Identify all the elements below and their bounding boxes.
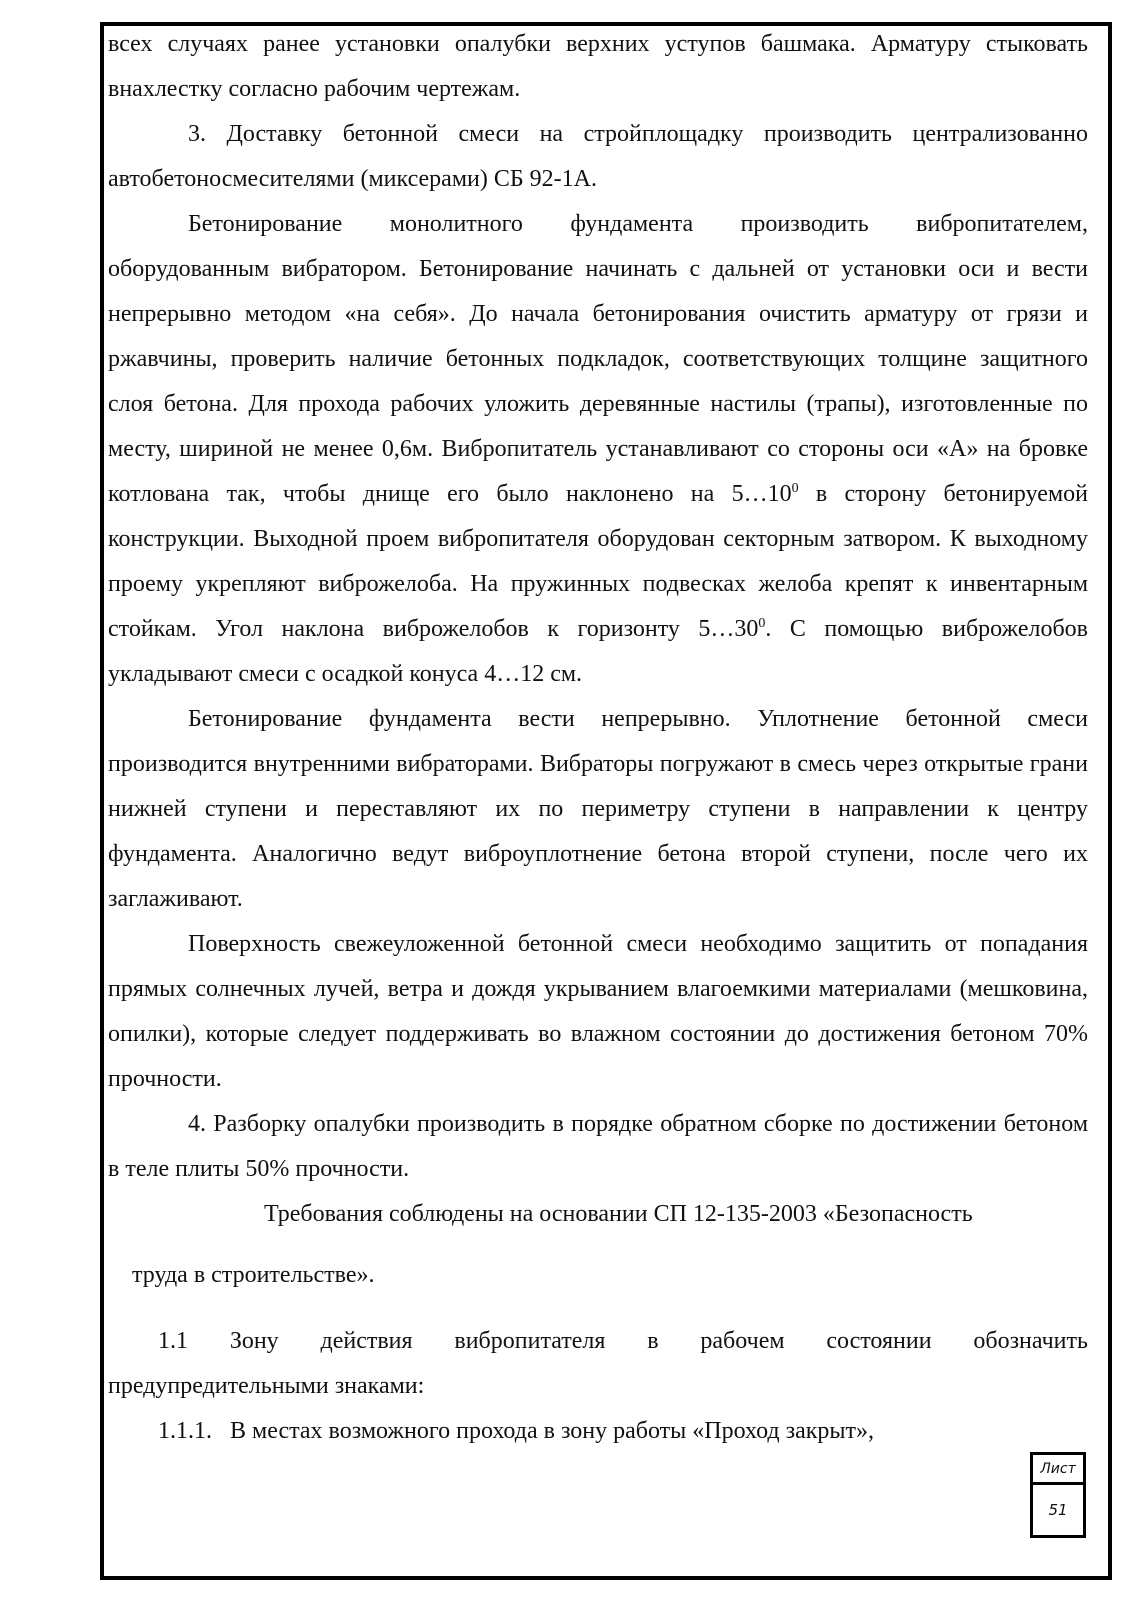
degree-mark: 0 (791, 481, 799, 496)
sheet-number-box (1030, 1452, 1086, 1538)
item-1-1-word: действия (320, 1328, 413, 1354)
item-1-1-word: состоянии (826, 1328, 932, 1354)
paragraph-stripping: 4. Разборку опалубки производить в порядке обратном сборке по достижении бетоном в теле плиты 50% прочности. (108, 1111, 1088, 1182)
item-1-1-1-number: 1.1.1. (158, 1418, 212, 1444)
item-1-1-continuation: предупредительными знаками: (108, 1373, 425, 1399)
paragraph-delivery: 3. Доставку бетонной смеси на стройплощадку производить централизованно автобетоносмесителями (миксерами) СБ 92-1А. (108, 121, 1088, 192)
item-1-1-word: Зону (229, 1328, 279, 1354)
concreting-text-3: . С помощью виброжелобов укладывают смеси с осадкой конуса 4…12 см. (108, 616, 1088, 687)
paragraph-concreting (108, 202, 1088, 697)
paragraph-rebar: всех случаях ранее установки опалубки верхних уступов башмака. Арматуру стыковать внахлестку согласно рабочим чертежам. (108, 31, 1088, 102)
item-1-1-word: обозначить (973, 1328, 1088, 1354)
sheet-number: 51 (1048, 1501, 1068, 1519)
item-1-1-1 (108, 1409, 1088, 1454)
item-1-1-word: рабочем (700, 1328, 785, 1354)
paragraph-protection: Поверхность свежеуложенной бетонной смеси необходимо защитить от попадания прямых солнечных лучей, ветра и дождя укрыванием влагоемкими материалами (мешковина, опилки), которые следует поддерживать во влажном состоянии до достижения бетоном 70% прочности. (108, 931, 1088, 1092)
item-1-1-1-text: В местах возможного прохода в зону работы «Проход закрыт», (230, 1418, 875, 1444)
concreting-text-1: Бетонирование монолитного фундамента производить вибропитателем, оборудованным вибратором. Бетонирование начинать с дальней от установки оси и вести непрерывно методом «на себя». До начала бетонирования очистить арматуру от грязи и ржавчины, проверить наличие бетонных подкладок, соответствующих толщине защитного слоя бетона. Для прохода рабочих уложить деревянные настилы (трапы), изготовленные по месту, шириной не менее 0,6м. Вибропитатель устанавливают со стороны оси «А» на бровке котлована так, чтобы днище его было наклонено на 5…10 (108, 211, 1088, 507)
item-1-1-word: в (647, 1328, 659, 1354)
item-1-1-word: вибропитателя (454, 1328, 606, 1354)
document-body (108, 22, 1088, 1454)
requirements-line-1: Требования соблюдены на основании СП 12-135-2003 «Безопасность (264, 1201, 973, 1227)
sheet-label: Лист (1033, 1455, 1083, 1485)
requirements-line-2: труда в строительстве». (132, 1262, 375, 1288)
paragraph-compaction: Бетонирование фундамента вести непрерывно. Уплотнение бетонной смеси производится внутренними вибраторами. Вибраторы погружают в смесь через открытые грани нижней ступени и переставляют их по периметру ступени в направлении к центру фундамента. Аналогично ведут виброуплотнение бетона второй ступени, после чего их заглаживают. (108, 706, 1088, 912)
item-1-1-number: 1.1 (158, 1328, 188, 1354)
degree-mark: 0 (758, 616, 766, 631)
item-1-1 (108, 1319, 1088, 1364)
concreting-text-2: в сторону бетонируемой конструкции. Выходной проем вибропитателя оборудован секторным затвором. К выходному проему укрепляют виброжелоба. На пружинных подвесках желоба крепят к инвентарным стойкам. Угол наклона виброжелобов к горизонту 5…30 (108, 481, 1088, 642)
